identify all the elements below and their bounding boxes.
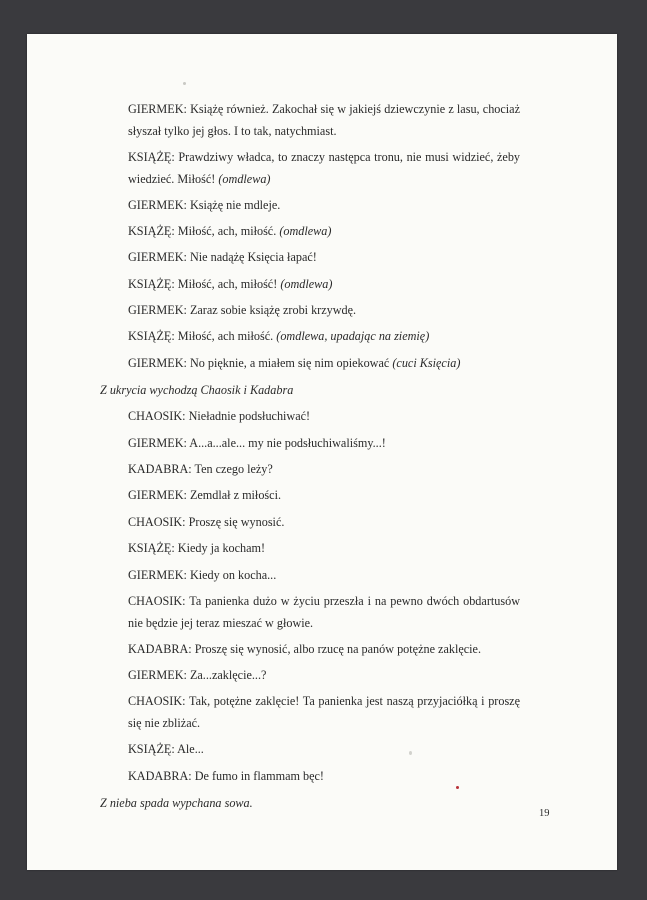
dialogue-text: Ten czego leży? xyxy=(194,462,273,476)
dialogue-text: Miłość, ach, miłość. xyxy=(177,224,277,238)
dialogue-text: Nieładnie podsłuchiwać! xyxy=(188,409,311,423)
speaker-name: GIERMEK: xyxy=(128,250,187,264)
dialogue-line xyxy=(128,432,520,454)
speaker-name: CHAOSIK: xyxy=(128,409,186,423)
speaker-name: CHAOSIK: xyxy=(128,594,186,608)
speaker-name: CHAOSIK: xyxy=(128,515,186,529)
script-page xyxy=(27,34,617,870)
dialogue-line xyxy=(128,220,520,242)
stage-direction: (omdlewa) xyxy=(218,172,271,186)
dialogue-text: Ale... xyxy=(177,742,204,756)
dialogue-text: Zaraz sobie książę zrobi krzywdę. xyxy=(189,303,357,317)
dialogue-text: Tak, potężne zaklęcie! Ta panienka jest naszą przyjaciółką i proszę się nie zbliżać. xyxy=(128,694,521,730)
speaker-name: KADABRA: xyxy=(128,769,192,783)
ink-speck xyxy=(456,786,459,789)
dialogue-text: Za...zaklęcie...? xyxy=(189,668,267,682)
speaker-name: KADABRA: xyxy=(128,642,192,656)
dialogue-text: No pięknie, a miałem się nim opiekować xyxy=(189,356,390,370)
dialogue-text: A...a...ale... my nie podsłuchiwaliśmy...! xyxy=(189,436,386,450)
dialogue-text: Kiedy ja kocham! xyxy=(177,541,266,555)
dialogue-line xyxy=(128,98,520,142)
dialogue-line xyxy=(128,246,520,268)
dialogue-line xyxy=(128,511,520,533)
stage-direction: (omdlewa) xyxy=(280,277,333,291)
dialogue-line xyxy=(128,299,520,321)
speaker-name: GIERMEK: xyxy=(128,436,187,450)
dialogue-line xyxy=(128,564,520,586)
dialogue-text: Miłość, ach miłość. xyxy=(177,329,274,343)
dialogue-text: Kiedy on kocha... xyxy=(189,568,277,582)
speaker-name: KSIĄŻĘ: xyxy=(128,329,175,343)
speaker-name: GIERMEK: xyxy=(128,198,187,212)
dialogue-line xyxy=(128,738,520,760)
speaker-name: KSIĄŻĘ: xyxy=(128,277,175,291)
speaker-name: CHAOSIK: xyxy=(128,694,186,708)
stage-direction-line: Z nieba spada wypchana sowa. xyxy=(100,796,253,810)
dialogue-text: Książę również. Zakochał się w jakiejś dziewczynie z lasu, chociaż słyszał tylko jej głos. I to tak, natychmiast. xyxy=(128,102,521,138)
speaker-name: KSIĄŻĘ: xyxy=(128,742,175,756)
stage-direction: (omdlewa, upadając na ziemię) xyxy=(276,329,430,343)
dialogue-line xyxy=(128,590,520,634)
dialogue-text: Książę nie mdleje. xyxy=(189,198,281,212)
dialogue-text: Miłość, ach, miłość! xyxy=(177,277,278,291)
dialogue-line xyxy=(128,405,520,427)
speaker-name: KSIĄŻĘ: xyxy=(128,541,175,555)
dialogue-line xyxy=(128,537,520,559)
speaker-name: GIERMEK: xyxy=(128,488,187,502)
dialogue-text: Proszę się wynosić. xyxy=(188,515,285,529)
dialogue-text: De fumo in flammam bęc! xyxy=(194,769,324,783)
dialogue-line xyxy=(128,146,520,190)
stage-direction-line: Z ukrycia wychodzą Chaosik i Kadabra xyxy=(100,383,294,397)
dialogue-line xyxy=(128,352,520,374)
dialogue-line xyxy=(128,638,520,660)
dialogue-text: Nie nadążę Księcia łapać! xyxy=(189,250,317,264)
speaker-name: KSIĄŻĘ: xyxy=(128,150,175,164)
speaker-name: KADABRA: xyxy=(128,462,192,476)
speaker-name: KSIĄŻĘ: xyxy=(128,224,175,238)
dialogue-line xyxy=(128,458,520,480)
speaker-name: GIERMEK: xyxy=(128,102,187,116)
dust-speck xyxy=(183,82,186,85)
stage-direction: (omdlewa) xyxy=(279,224,332,238)
dialogue-text: Proszę się wynosić, albo rzucę na panów potężne zaklęcie. xyxy=(194,642,481,656)
dialogue-line xyxy=(128,273,520,295)
speaker-name: GIERMEK: xyxy=(128,568,187,582)
speaker-name: GIERMEK: xyxy=(128,303,187,317)
dialogue-text: Zemdlał z miłości. xyxy=(189,488,281,502)
dialogue-line xyxy=(128,765,520,787)
stage-direction: (cuci Księcia) xyxy=(392,356,461,370)
dialogue-text: Ta panienka dużo w życiu przeszła i na pewno dwóch obdartusów nie będzie jej teraz mieszać w głowie. xyxy=(128,594,520,630)
dialogue-line xyxy=(128,325,520,347)
dialogue-line xyxy=(128,484,520,506)
page-number: 19 xyxy=(539,808,550,819)
dialogue-line xyxy=(128,194,520,216)
speaker-name: GIERMEK: xyxy=(128,356,187,370)
dialogue-text: Prawdziwy władca, to znaczy następca tronu, nie musi widzieć, żeby wiedzieć. Miłość! xyxy=(128,150,521,186)
speaker-name: GIERMEK: xyxy=(128,668,187,682)
dialogue-line xyxy=(128,664,520,686)
dialogue-line xyxy=(128,690,520,734)
dust-speck xyxy=(409,751,412,755)
